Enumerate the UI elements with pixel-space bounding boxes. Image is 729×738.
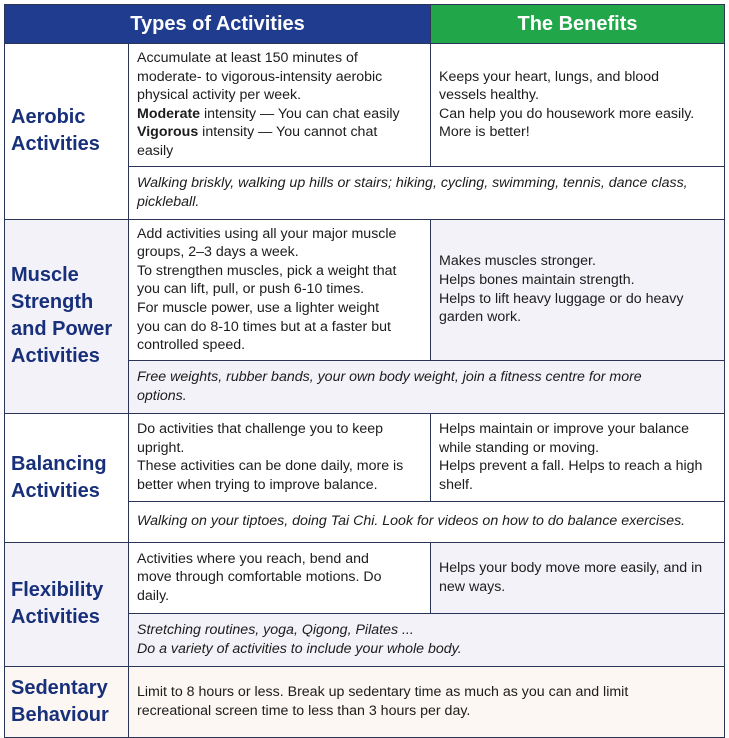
muscle-examples [129,360,725,413]
vigorous-text: intensity — You cannot chat [198,124,378,141]
balancing-benefit-line: shelf. [439,476,473,493]
aerobic-row [5,44,725,167]
balancing-label-line: Activities [11,479,100,502]
muscle-benefit-line: Helps bones maintain strength. [439,272,635,289]
balancing-benefits [431,413,725,501]
aerobic-label-line: Aerobic [11,106,86,129]
balancing-example-line: Walking on your tiptoes, doing Tai Chi. Look for videos on how to do balance exercises. [137,513,686,530]
aerobic-desc-line: easily [137,142,174,159]
muscle-benefit-line: garden work. [439,309,522,326]
flexibility-desc-line: move through comfortable motions. Do [137,569,382,586]
aerobic-benefit-line: vessels healthy. [439,87,539,104]
muscle-label-line: Strength [11,291,94,314]
aerobic-desc-line: physical activity per week. [137,87,302,104]
aerobic-desc-line: Accumulate at least 150 minutes of [137,50,358,66]
muscle-row [5,219,725,360]
balancing-benefit-line: Helps prevent a fall. Helps to reach a high [439,458,703,475]
moderate-term: Moderate [137,105,201,122]
aerobic-example-line: pickleball. [137,193,200,210]
activities-table [4,4,725,738]
flexibility-label-line: Activities [11,606,100,629]
balancing-desc-line: These activities can be done daily, more is [137,458,404,475]
muscle-desc-line: groups, 2–3 days a week. [137,244,299,261]
flexibility-label-line: Flexibility [11,579,104,602]
balancing-desc-line: Do activities that challenge you to keep [137,421,384,438]
balancing-row [5,413,725,501]
muscle-desc-line: you can do 8-10 times but at a faster but [137,318,391,335]
flexibility-benefits [431,542,725,613]
moderate-text: intensity — You can chat easily [200,105,400,122]
muscle-description [129,219,431,360]
muscle-label-line: Activities [11,345,100,368]
flexibility-desc-line: Activities where you reach, bend and [137,550,369,567]
muscle-desc-line: To strengthen muscles, pick a weight that [137,262,397,279]
aerobic-label [5,44,129,220]
sedentary-label-line: Sedentary [11,676,108,699]
sedentary-label-line: Behaviour [11,703,109,726]
muscle-benefit-line: Makes muscles stronger. [439,253,596,270]
muscle-label-line: Muscle [11,264,79,287]
balancing-desc-line: better when trying to improve balance. [137,476,378,493]
sedentary-desc-line: recreational screen time to less than 3 hours per day. [137,702,471,719]
flexibility-example-line: Do a variety of activities to include your whole body. [137,640,462,657]
aerobic-description [129,44,431,167]
aerobic-examples [129,166,725,219]
aerobic-example-line: Walking briskly, walking up hills or stairs; hiking, cycling, swimming, tennis, dance class, [137,174,688,191]
balancing-desc-line: upright. [137,439,185,456]
aerobic-desc-line: moderate- to vigorous-intensity aerobic [137,68,383,85]
flexibility-benefit-line: Helps your body move more easily, and in [439,560,703,577]
flexibility-benefit-line: new ways. [439,578,506,595]
header-benefits: The Benefits [431,5,725,44]
balancing-label-line: Balancing [11,452,107,475]
balancing-description [129,413,431,501]
aerobic-benefit-line: Keeps your heart, lungs, and blood [439,68,660,85]
muscle-benefit-line: Helps to lift heavy luggage or do heavy [439,290,684,307]
balancing-label [5,413,129,542]
aerobic-benefits [431,44,725,167]
header-types: Types of Activities [5,5,431,44]
sedentary-desc-line: Limit to 8 hours or less. Break up sedentary time as much as you can and limit [137,684,629,701]
muscle-benefits [431,219,725,360]
flexibility-description [129,542,431,613]
aerobic-benefit-line: More is better! [439,124,530,141]
vigorous-term: Vigorous [137,124,199,141]
muscle-example-line: options. [137,387,187,404]
balancing-examples [129,501,725,542]
aerobic-benefit-line: Can help you do housework more easily. [439,105,695,122]
muscle-label [5,219,129,413]
aerobic-label-line: Activities [11,133,100,156]
muscle-desc-line: controlled speed. [137,337,246,354]
muscle-example-line: Free weights, rubber bands, your own body weight, join a fitness centre for more [137,369,642,386]
flexibility-example-line: Stretching routines, yoga, Qigong, Pilates ... [137,622,414,639]
aerobic-moderate-line [137,105,422,124]
balancing-benefit-line: while standing or moving. [439,439,600,456]
muscle-desc-line: For muscle power, use a lighter weight [137,299,380,316]
header-row [5,5,725,44]
flexibility-desc-line: daily. [137,588,170,605]
muscle-desc-line: Add activities using all your major muscle [137,225,397,242]
muscle-label-line: and Power [11,318,113,341]
flexibility-row [5,542,725,613]
flexibility-label [5,542,129,666]
balancing-benefit-line: Helps maintain or improve your balance [439,421,689,438]
flexibility-examples [129,613,725,666]
aerobic-vigorous-line [137,123,422,142]
muscle-desc-line: you can lift, pull, or push 6-10 times. [137,281,365,298]
